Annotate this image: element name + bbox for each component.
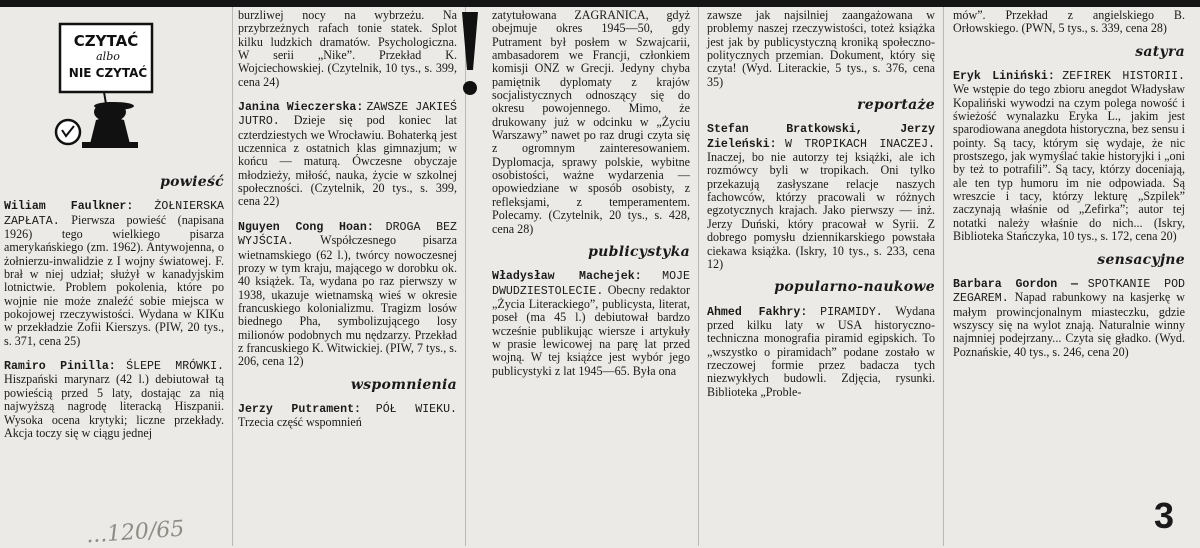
review-entry [238,100,457,209]
review-author: Jerzy Putrament: [238,402,362,416]
column-divider [232,7,233,546]
review-title: PIRAMIDY. [820,305,883,319]
section-heading-powiesc: powieść [160,174,224,190]
section-heading-sensacyjne: sensacyjne [1097,251,1185,268]
review-author: Nguyen Cong Hoan: [238,220,374,234]
column-2 [238,9,457,430]
review-title: W TROPIKACH INACZEJ. [785,137,935,151]
section-heading-publicystyka: publicystyka [588,243,690,260]
review-entry [4,359,224,440]
section-heading-reportaze: reportaże [857,97,935,114]
review-text: Pierwsza powieść (napisana 1926) tego wielkiego pisarza amerykańskiego (zm. 1962). Antywojenna, o żołnierzu-inwalidzie z I wojny światowej. F. brał w niej udział; służył w kanadyjskim lotnictwie. Problem pokolenia, które po wojnie nie może znaleźć sobie miejsca w pokojowej rzeczywistości. Wydana w KIKu w przekładzie Zofii Kierszys. (PIW, 20 tys., s. 371, cena 25) [4,212,225,348]
review-author: Stefan Bratkowski, Jerzy Zieleński: [707,123,935,151]
review-text: Obecny redaktor „Życia Literackiego”, publicysta, literat, poseł (ma 45 l.) debiutował bardzo wcześnie publikując wiersze i artykuły w prasie lewicowej na parę lat przed wojną. W tej książce jest wybór jego publicystyki z lat 1945—65. Była ona [492,282,690,378]
review-entry [238,220,457,369]
review-author: Eryk Liniński: [953,70,1055,84]
column-divider [698,7,699,546]
review-entry [707,122,935,271]
review-entry [238,402,457,430]
review-text: Inaczej, bo nie autorzy tej książki, ale ich rozmówcy byli w tropikach. Oni tylko przekazują zasłyszane relacje naszych fachowców, którzy pracowali w różnych egzotycznych krajach. Jako pierwszy — inż. Jerzy Duński, który pracował w Syrii. Z dobrego pomysłu dziennikarskiego powstała ciekawa książka. (Iskry, 10 tys., s. 233, cena 12) [707,150,935,271]
column-3 [492,9,690,378]
column-divider [943,7,944,546]
review-title: MOJE DWUDZIESTOLECIE. [492,270,690,298]
review-text: Napad rabunkowy na kasjerkę w małym prowincjonalnym miasteczku, gdzie wszyscy się na wylot znają. Naturalnie winny najmniej podejrzany... Czyta się gładko. (Wyd. Poznańskie, 40 tys., s. 246, cena 20) [953,290,1185,359]
review-author: Barbara Gordon — [953,277,1078,291]
column-5 [953,9,1185,359]
review-author: Wiliam Faulkner: [4,200,134,214]
column-1 [4,166,224,440]
review-text: Współczesnego pisarza wietnamskiego (62 l.), twórcy nowoczesnej prozy w tym kraju, mającego w dorobku ok. 40 książek. Ta, wydana po raz pierwszy w 1938, ukazuje wietnamską wieś w okresie francuskiego kolonializmu. Tragizm losów biednego Pha, symbolizującego losy milionów podobnych mu nędzarzy. Przekład z francuskiego K. Witwickiej. (PIW, 7 tys., s. 206, cena 12) [238,233,457,369]
logo-text-nie-czytac: NIE CZYTAĆ [68,66,148,80]
logo-text-albo: albo [96,50,120,63]
review-title: PÓŁ WIEKU. [375,402,457,416]
continued-text: zawsze jak najsilniej zaangażowana w problemy naszej rzeczywistości, toteż książka jest jak by publicystyczną kroniką społeczno-politycznych przemian. Dokument, który się czyta! (Wyd. Literackie, 5 tys., s. 376, cena 35) [707,8,935,89]
review-entry [492,269,690,378]
review-author: Władysław Machejek: [492,270,642,284]
exclamation-mark-graphic [454,8,486,100]
column-4 [707,9,935,399]
review-author: Ramiro Pinilla: [4,360,116,374]
review-author: Ahmed Fakhry: [707,305,808,319]
review-entry [707,305,935,399]
review-text: Dzieje się pod koniec lat czterdziestych we Wrocławiu. Bohaterką jest uczennica z ostatnich klas gimnazjum; w końcu — maturą. Ówczesne obyczaje młodzieży, miłość, nauka, życie w szkolnej społeczności. (Czytelnik, 20 tys., s. 399, cena 22) [238,113,457,209]
review-title: ZEFIREK HISTORII. [1062,70,1185,84]
review-title: DROGA BEZ WYJŚCIA. [238,220,457,249]
continued-text: burzliwej nocy na wybrzeżu. Na przybrzeżnych rafach tonie statek. Splot kilku ludzkich dramatów. Psychologiczna. W serii „Nike”. Przekład K. Wojciechowskiej. (Czytelnik, 10 tys., s. 399, cena 24) [238,8,457,89]
review-text: Wydana przed kilku laty w USA historyczno-techniczna monografia piramid egipskich. To „wszystko o piramidach” podane zostało w rzeczowej formie przez badacza tych niezwykłych budowli. Zdjęcia, rysunki. Biblioteka „Proble- [707,303,935,399]
section-heading-popularno-naukowe: popularno-naukowe [774,279,935,296]
top-rule [0,0,1200,7]
review-text: We wstępie do tego zbioru anegdot Władysław Kopaliński wywodzi na czym polega nowość i świeżość wynalazku Eryka L., jakim jest sparodiowana anegdota historyczna, bez sensu i pointy. Są tacy, którym się wydaje, że nic prostszego, jak wymyślać takie historyjki i „oni by też to potrafili”. Są tacy, którzy doceniają, ale ten typ humoru im nie odpowiada. Są wreszcie i tacy, którzy lekturę „Szpilek” zaczynają właśnie od „Zefirka”; autor tej notatki należy właśnie do nich... (Iskry, Biblioteka Stańczyka, 10 tys., s. 172, cena 20) [953,82,1185,244]
review-text: Hiszpański marynarz (42 l.) debiutował tą powieścią przed 5 laty, dostając za nią najwyższą nagrodę literacką Hiszpanii. Wysoka ocena krytyki; liczne przekłady. Akcja toczy się w ciągu jednej [4,372,224,440]
review-text: Trzecia część wspomnień [238,415,362,430]
page-number: 3 [1153,495,1174,536]
handwritten-scrawl: ...120/65 [85,516,186,548]
review-title: SPOTKANIE POD ZEGAREM. [953,277,1185,306]
review-title: ŻOŁNIERSKA ZAPŁATA. [4,200,224,228]
czytac-logo-illustration [52,22,164,150]
review-entry [953,277,1185,359]
section-heading-wspomnienia: wspomnienia [350,376,457,393]
review-title: ŚLEPE MRÓWKI. [126,360,224,374]
review-entry [4,199,224,348]
continued-text: mów”. Przekład z angielskiego B. Orłowskiego. (PWN, 5 tys., s. 339, cena 28) [953,8,1185,36]
continued-text: zatytułowana ZAGRANICA, gdyż obejmuje okres 1945—50, gdy Putrament był posłem w Szwajcarii, ambasadorem we Francji, członkiem komisji ONZ w Grecji. Jedyny chyba pamiętnik dyplomaty z krajów socjalistycznych odnoszący się do okresu powojennego. Mimo, że drukowany już w odcinku w „Życiu Warszawy” nawet po raz drugi czyta się z ogromnym zainteresowaniem. Dyplomacja, sprawy polskie, wybitne osobistości, ważne wydarzenia — opowiedziane w sposób osobisty, z refleksjami, z temperamentem. Polecamy. (Czytelnik, 20 tys., s. 428, cena 28) [492,8,690,236]
section-heading-satyra: satyra [1135,43,1185,60]
logo-text-czytac: CZYTAĆ [73,32,139,50]
review-entry [953,69,1185,243]
review-author: Janina Wieczerska: [238,101,364,115]
review-title: ZAWSZE JAKIEŚ JUTRO. [238,101,457,129]
